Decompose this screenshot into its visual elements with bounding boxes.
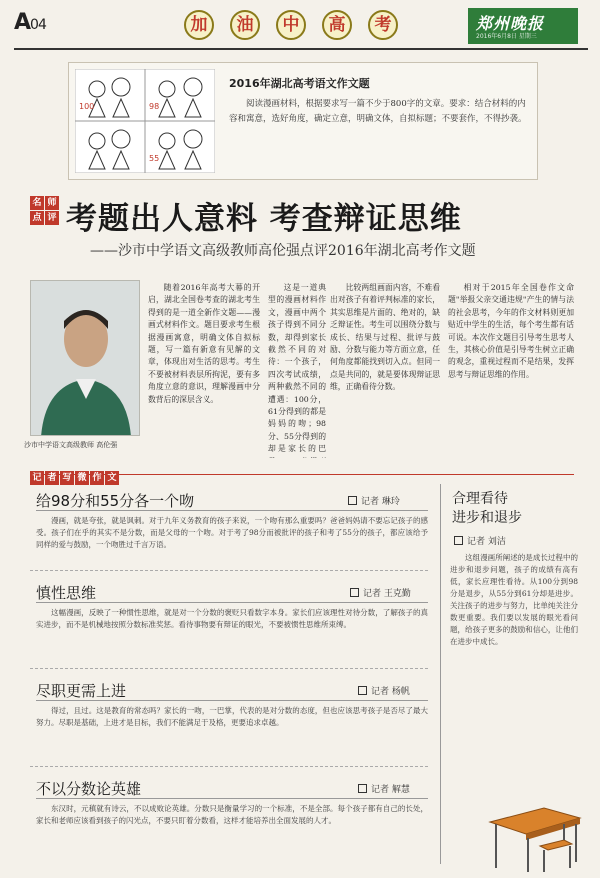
essay-body: 这幅漫画，反映了一种惯性思维，就是对一个分数的褒贬只看数字本身。家长们应该理性对待分数，了解孩子的真实进步，而不是机械地按照分数标准奖惩。看待事物要有辩证的眼光，不要被惯性思维所束缚。 [36,608,428,629]
headline: 考题出人意料 考查辩证思维 [66,201,462,237]
essay-title: 不以分数论英雄 [36,780,142,798]
photo-caption: 沙市中学语文高级教师 高伦强 [24,441,118,449]
essay-reporter: 记者 杨帆 [358,684,410,697]
label-char: 点 [30,211,44,225]
portrait-photo [30,280,140,436]
masthead [14,8,588,48]
essay-body: 东汉时，元稹就有诗云，不以成败论英雄。分数只是衡量学习的一个标准，不是全部。每个孩子都有自己的长处，家长和老师应该看到孩子的闪光点，不要只盯着分数看，这样才能培养出全面发展的人才。 [36,804,428,825]
banner-char: 加 [184,10,214,40]
essay-reporter: 记者 王克勤 [350,586,411,599]
section-label [30,465,178,481]
cartoon-score: 100 [79,102,95,111]
cartoon-score: 98 [149,102,160,111]
topic-body: 阅读漫画材料，根据要求写一篇不少于800字的文章。要求：结合材料的内容和寓意，选好角度，确定立意，明确文体，自拟标题；不要套作，不得抄袭。 [229,99,527,124]
topic-box [68,62,538,180]
essay-separator [30,766,428,767]
section-char: 微 [75,471,89,485]
label-char: 名 [30,196,44,210]
masthead-rule [14,48,588,50]
subheadline: ——沙市中学语文高级教师高伦强点评2016年湖北高考作文题 [90,243,476,259]
brand-logo [468,8,578,44]
column-divider [440,484,441,864]
desk-illustration [480,788,588,874]
cartoon-score: 55 [149,154,160,163]
essay-rule [36,700,428,701]
article-column: 这是一道典型的漫画材料作文，漫画中两个孩子得到不同分数，却得到家长截然不同的对待：一个孩子，四次考试成绩，两种截然不同的遭遇：100分，61分得到的都是妈妈的吻；98分、55分得到的却是家长的巴 [268,283,326,454]
label-char: 评 [45,211,59,225]
essay-separator [30,668,428,669]
brand-name: 郑州晚报 [476,14,545,33]
side-body: 这组漫画所阐述的是成长过程中的进步和退步问题，孩子的成绩有高有低，家长应理性看待。从100分到98分是退步，从55分到61分却是进步。关注孩子的进步与努力，比单纯关注分数更重要。我们要以发展的眼光看问题，给孩子更多的鼓励和信心，让他们在进步中成长。 [450,553,578,646]
page-number: A04 [14,10,46,35]
banner-char: 油 [230,10,260,40]
section-char: 作 [90,471,104,485]
section-char: 文 [105,471,119,485]
side-title: 合理看待 进步和退步 [452,491,522,526]
essay-rule [36,510,428,511]
essay-reporter: 记者 解慧 [358,782,410,795]
portrait-image [31,281,140,436]
section-char: 者 [45,471,59,485]
essay-separator [30,570,428,571]
article-column: 随着2016年高考大幕的开启，湖北全国卷考查的湖北考生得到的是一道全新作文题——漫画式材料作文。题目要求考生根据漫画寓意，明确文体自拟标题，写一篇有新意有见解的文章，体现出对生活的思考。考生不要被材料表层所拘泥，要有多角度立意的意识，理解漫画中分数背后的深层含义。 [148,283,260,404]
cartoon-illustration [75,69,215,173]
label-char: 师 [45,196,59,210]
banner-char: 中 [276,10,306,40]
essay-rule [36,602,428,603]
essay-reporter: 记者 琳玲 [348,494,400,507]
essay-title: 尽职更需上进 [36,682,127,700]
essay-body: 得过，且过。这是教育的常态吗？家长的一吻，一巴掌，代表的是对分数的态度，但也应该思考孩子是否尽了最大努力。尽职是基础，上进才是目标，我们不能满足于及格，更要追求卓越。 [36,706,428,727]
essay-title: 慎性思维 [36,584,97,602]
banner-char: 高 [322,10,352,40]
headline-label [30,196,60,254]
section-char: 写 [60,471,74,485]
topic-title: 2016年湖北高考语文作文题 [229,77,370,90]
essay-body: 漫画，就是夸张，就是讽刺。对于九年义务教育的孩子来说，一个吻有那么重要吗？爸爸妈妈请不要忘记孩子的感受。孩子们在乎的其实不是分数，而是父母的一个吻。对于考了98分而被批评的孩子和考了55分的孩子，都应该给予同样的爱与鼓励，一个吻胜过千言万语。 [36,516,428,549]
essay-title: 给98分和55分各一个吻 [36,492,195,510]
section-char: 记 [30,471,44,485]
brand-sub: 2016年6月8日 星期三 [476,33,537,40]
article-column: 比较两组画面内容，不难看出对孩子有着评判标准的家长，其实思维是片面的、绝对的，缺乏辩证性。考生可以围绕分数与成长、结果与过程、批评与鼓励、分数与能力等方面立意，任何角度都能找到切入点。但同一点是共同的，就是要体现辩证思维，正确看待分数。 [330,283,440,392]
article-column: 相对于2015年全国卷作文命题"举报父亲交通违规"产生的情与法的社会思考，今年的作文材料则更加贴近中学生的生活，每个考生都有话可说。本次作文题目引导考生思考人生，其核心价值是引导考生树立正确的观念，重视过程而不是结果，发挥思考与辩证思维的作用。 [448,283,574,379]
banner [164,10,464,44]
essay-rule [36,798,428,799]
side-reporter: 记者 刘洁 [454,534,506,547]
banner-char: 考 [368,10,398,40]
